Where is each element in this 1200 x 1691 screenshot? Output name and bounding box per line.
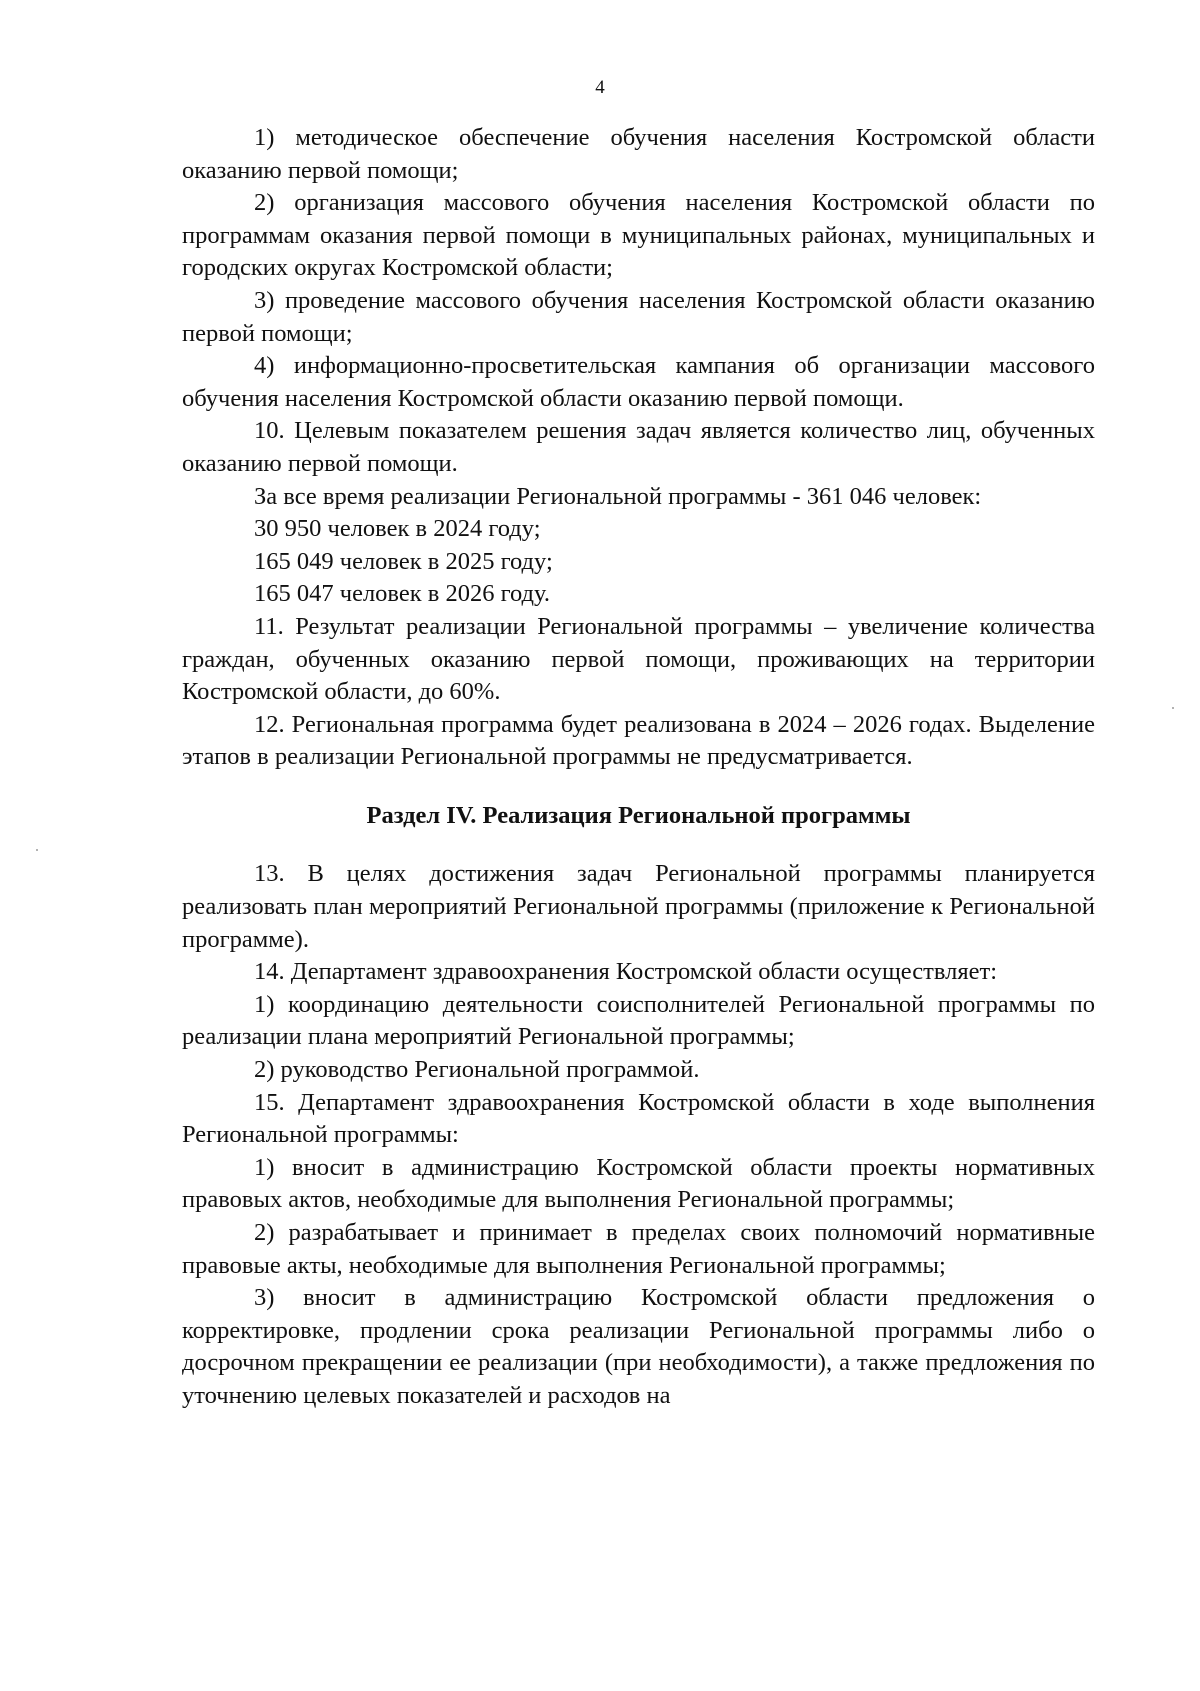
paragraph-15-item-2: 2) разрабатывает и принимает в пределах своих полномочий нормативные правовые акты, необходимые для выполнения Региональной программы; [182, 1219, 1095, 1279]
paragraph-14-item-1: 1) координацию деятельности соисполнителей Региональной программы по реализации плана мероприятий Региональной программы; [182, 990, 1095, 1051]
paragraph-15-item-3: 3) вносит в администрацию Костромской области предложения о корректировке, продлении срока реализации Региональной программы либо о досрочном прекращении ее реализации (при необходимости), а также предложения по уточнению целевых показателей и расходов на [182, 1284, 1095, 1409]
scan-speck [1172, 707, 1174, 709]
paragraph-2025-count: 165 049 человек в 2025 году; [254, 547, 553, 575]
section-heading: Раздел IV. Реализация Региональной программы [366, 801, 911, 829]
scan-speck [36, 849, 38, 851]
paragraph-13: 13. В целях достижения задач Региональной программы планируется реализовать план мероприятий Региональной программы (приложение к Региональной программе). [182, 860, 1095, 953]
paragraph-14: 14. Департамент здравоохранения Костромской области осуществляет: [254, 958, 998, 986]
paragraph-12: 12. Региональная программа будет реализована в 2024 – 2026 годах. Выделение этапов в реализации Региональной программы не предусматривается. [182, 710, 1095, 771]
paragraph-item-3: 3) проведение массового обучения населения Костромской области оказанию первой помощи; [182, 286, 1095, 347]
paragraph-2024-count: 30 950 человек в 2024 году; [254, 515, 541, 543]
paragraph-14-item-2: 2) руководство Региональной программой. [254, 1056, 700, 1084]
paragraph-item-2: 2) организация массового обучения населения Костромской области по программам оказания первой помощи в муниципальных районах, муниципальных и городских округах Костромской области; [182, 189, 1095, 282]
paragraph-item-4: 4) информационно-просветительская кампания об организации массового обучения населения Костромской области оказанию первой помощи. [182, 352, 1095, 412]
paragraph-2026-count: 165 047 человек в 2026 году. [254, 580, 550, 608]
document-body [182, 122, 1095, 1413]
paragraph-item-1: 1) методическое обеспечение обучения населения Костромской области оказанию первой помощи; [182, 124, 1095, 184]
paragraph-15: 15. Департамент здравоохранения Костромской области в ходе выполнения Региональной программы: [182, 1088, 1095, 1149]
paragraph-15-item-1: 1) вносит в администрацию Костромской области проекты нормативных правовых актов, необходимые для выполнения Региональной программы; [182, 1153, 1095, 1214]
page-number: 4 [595, 77, 605, 98]
paragraph-10: 10. Целевым показателем решения задач является количество лиц, обученных оказанию первой помощи. [182, 417, 1095, 477]
paragraph-total-trained: За все время реализации Региональной программы - 361 046 человек: [254, 482, 982, 510]
paragraph-11: 11. Результат реализации Региональной программы – увеличение количества граждан, обученных оказанию первой помощи, проживающих на территории Костромской области, до 60%. [182, 612, 1095, 706]
